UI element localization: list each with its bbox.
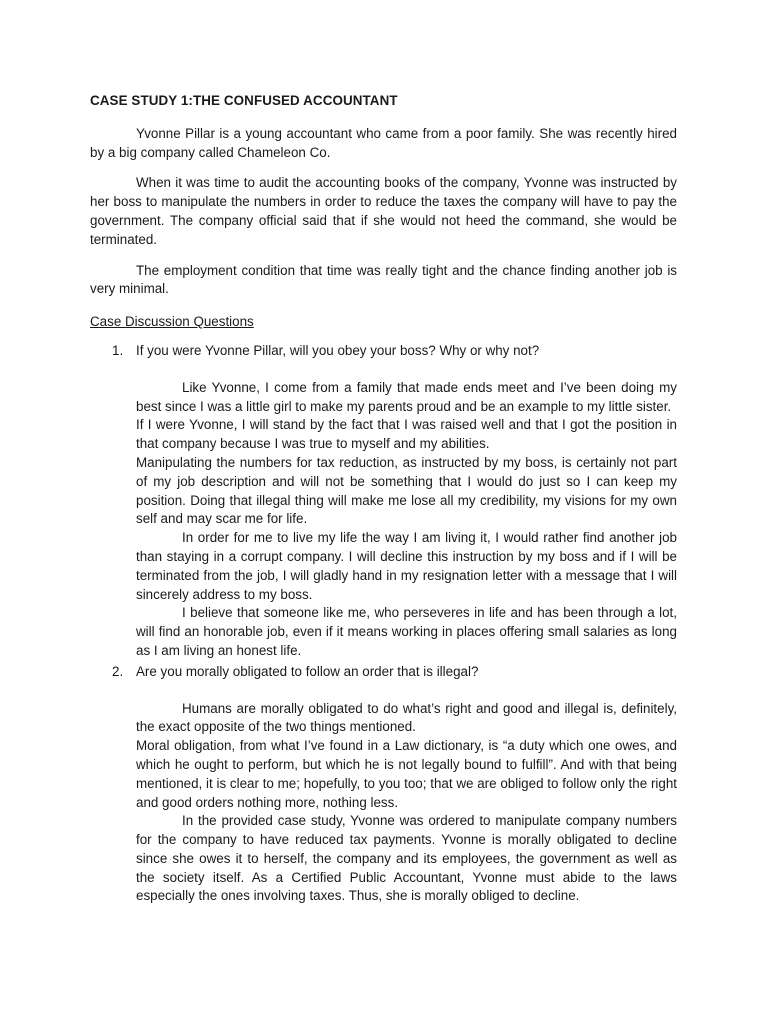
answer-paragraph: Manipulating the numbers for tax reduction, as instructed by my boss, is certainly not part of my job description and will not be something that I would do just so I can keep my position. Doing that illegal thing will make me lose all my credibility, my visions for my own self and may scar me for life. [136, 454, 677, 527]
answer-paragraph: In the provided case study, Yvonne was ordered to manipulate company numbers for the company to have reduced tax payments. Yvonne is morally obligated to decline since she owes it to herself, the company and its employees, the government as well as the society itself. As a Certified Public Accountant, Yvonne must abide to the laws especially the ones involving taxes. Thus, she is morally obliged to decline. [136, 813, 677, 904]
answer-paragraph: I believe that someone like me, who perseveres in life and has been through a lot, will find an honorable job, even if it means working in places offering small salaries as long as I am living an honest life. [136, 605, 677, 658]
question-text: If you were Yvonne Pillar, will you obey your boss? Why or why not? [136, 342, 540, 358]
question-line [90, 663, 677, 682]
question-text: Are you morally obligated to follow an order that is illegal? [136, 663, 479, 679]
audit-paragraph: When it was time to audit the accounting books of the company, Yvonne was instructed by her boss to manipulate the numbers in order to reduce the taxes the company will have to pay the government. The company official said that if she would not heed the command, she would be terminated. [90, 175, 677, 247]
employment-paragraph: The employment condition that time was really tight and the chance finding another job is very minimal. [90, 262, 677, 297]
question-item-2 [90, 663, 677, 907]
answer-paragraph: Moral obligation, from what I’ve found in a Law dictionary, is “a duty which one owes, and which he ought to perform, but which he is not legally bound to fulfill”. And with that being mentioned, it is clear to me; hopefully, to you too; that we are obliged to follow only the right and good orders nothing more, nothing less. [136, 738, 677, 810]
answer-paragraph: Humans are morally obligated to do what’s right and good and illegal is, definitely, the exact opposite of the two things mentioned. [136, 700, 677, 735]
document-title: CASE STUDY 1:THE CONFUSED ACCOUNTANT [90, 93, 398, 108]
question-number: 2. [112, 663, 124, 679]
answer-block [136, 700, 677, 907]
answer-paragraph: If I were Yvonne, I will stand by the fact that I was raised well and that I got the position in that company because I was true to myself and my abilities. [136, 417, 677, 452]
answer-block [136, 379, 677, 661]
answer-paragraph: In order for me to live my life the way I am living it, I would rather find another job than staying in a corrupt company. I will decline this instruction by my boss and if I will be terminated from the job, I will gladly hand in my resignation letter with a message that I will sincerely address to my boss. [136, 530, 677, 602]
section-heading: Case Discussion Questions [90, 314, 254, 330]
question-number: 1. [112, 342, 124, 358]
answer-paragraph: Like Yvonne, I come from a family that made ends meet and I’ve been doing my best since I was a little girl to make my parents proud and be an example to my little sister. [136, 379, 677, 414]
question-list [90, 342, 677, 906]
question-item-1 [90, 342, 677, 661]
question-line [90, 342, 677, 361]
intro-paragraph: Yvonne Pillar is a young accountant who came from a poor family. She was recently hired by a big company called Chameleon Co. [90, 125, 677, 160]
document-body [90, 92, 677, 908]
